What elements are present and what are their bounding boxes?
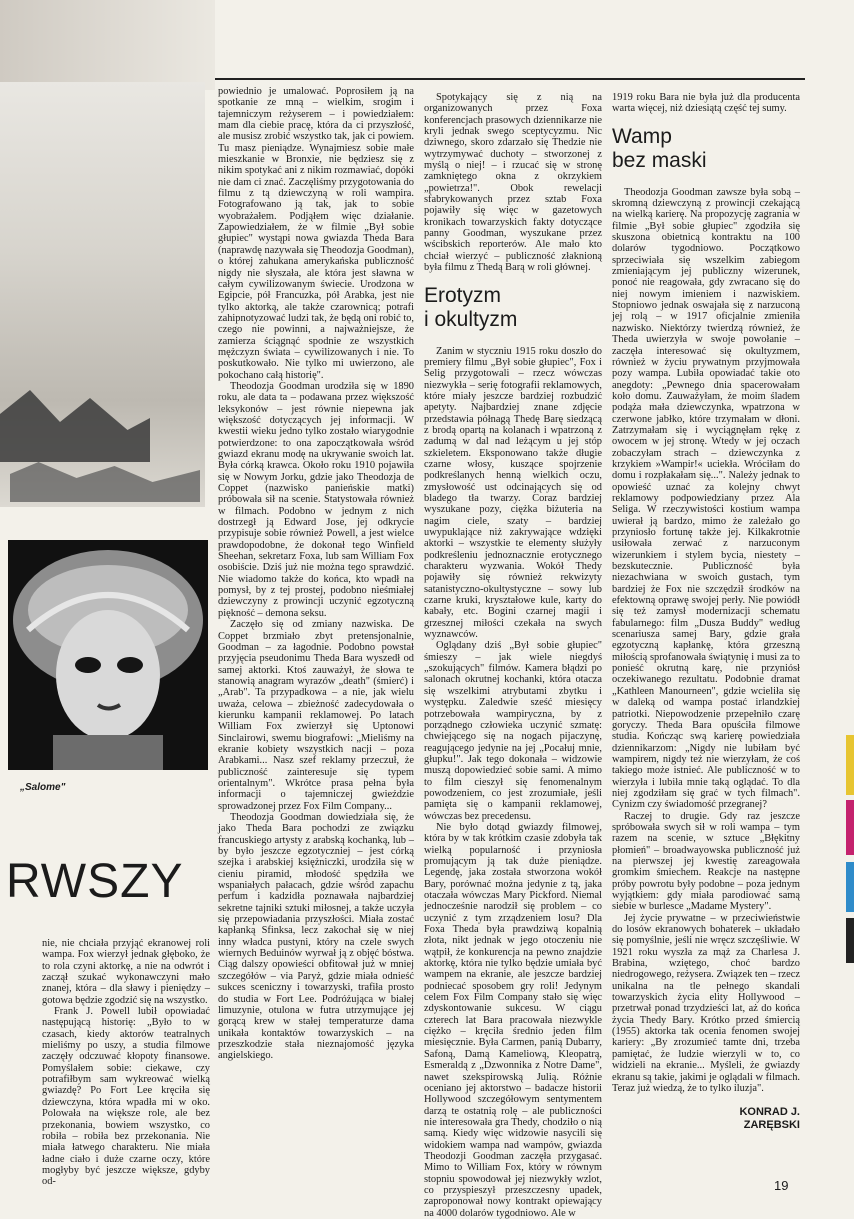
paragraph: Theodozja Goodman urodziła się w 1890 roku, ale data ta – podawana przez większość leksykonów – jest równie niepewna jak większość dotyczących jej informacji. W kwestii wieku jedno tylko zostało wiarygodnie potwierdzone: to ona zapoczątkowała wśród gwiazd ekranu modę na ukrywanie swoich lat. Była córką krawca. Około roku 1910 pojawiła się w Nowym Jorku, gdzie jako Theodozja de Coppet (nazwisko panieńskie matki) próbowała sił na scenie. Statystowała również w filmach. Podobno w jednym z nich dostrzegł ją Edward Jose, jej odkrycie przypisuje sobie również Powell, a jest wielce prawdopodobne, że dokonał tego Winfield Sheehan, sekretarz Foxa, lub sam William Fox osobiście. Dziś już nie można tego sprawdzić. Nie wiadomo także do końca, kto wpadł na pomysł, by z tej prostej, podobno nieśmiałej dziewczyny z prowincji uczynić egzotyczną piękność – demona seksu. — [218, 380, 414, 619]
color-bar-yellow — [846, 735, 854, 795]
paragraph: 1919 roku Bara nie była już dla producenta warta więcej, niż dziesiątą część tej sumy. — [612, 92, 800, 115]
paragraph: Oglądany dziś „Był sobie głupiec" śmieszy – jak wiele niegdyś „szokujących" filmów. Kamera błądzi po salonach okrutnej kochanki, która otacza się wszelkimi atrybutami zbytku i występku. Zaledwie sześć miesięcy potrzebowała wampiryczna, by z porządnego człowieka uczynić szmatę: chwiejącego się na nogach pijaczynę, reagującego jedynie na jej „Pocałuj mnie, głupku!". Jak tego dokonała – widzowie muszą dopowiedzieć sobie sami. A mimo to film cieszył się fenomenalnym powodzeniem, co jest zrozumiałe, jeśli pamięta się o kampanii reklamowej, wówczas bez precedensu. — [424, 640, 602, 822]
photo-caption: „Salome" — [20, 782, 66, 793]
paragraph: nie, nie chciała przyjąć ekranowej roli wampa. Fox wierzył jednak głęboko, że to rola czyni aktorkę, a nie na odwrót i zaczął szukać wykonawczyni mało znanej, która – dla sławy i pieniędzy – gotowa będzie zgodzić się na wszystko. — [42, 938, 210, 1006]
headline-fragment: RWSZY — [6, 855, 184, 908]
paragraph: Frank J. Powell lubił opowiadać następującą historię: „Było to w czasach, kiedy aktorów teatralnych mieliśmy po uszy, a studia filmowe zaczęły odczuwać kłopoty finansowe. Pomyślałem sobie: ciekawe, czy potrafiłbym sam wykreować wielką gwiazdę? Po Fort Lee kręciła się dziewczyna, która wpadła mi w oko. Polowała na większe role, ale bez przekonania, bowiem wszystko, co robiła – robiła bez przekonania. Nie miała łatwego charakteru. Nie miała ładne ciało i duże czarne oczy, które mogłyby być jeszcze większe, gdyby od- — [42, 1006, 210, 1188]
author-signature: KONRAD J. ZARĘBSKI — [739, 1106, 800, 1132]
paragraph: Nie było dotąd gwiazdy filmowej, która by w tak krótkim czasie zdobyła tak wielką popularność i przyniosła promującym ją tak duże pieniądze. Legendę, jaka została stworzona wokół Bary, porównać można jedynie z tą, jaka otaczała wówczas Mary Pickford. Niemal jednocześnie narodził się problem – co uczynić z tym zrządzeniem losu? Dla Foxa Theda była prawdziwą kopalnią złota, nikt jednak w jego otoczeniu nie wątpił, że konkurencja na pewno znajdzie aktorkę, która nie tylko będzie umiała być wampem na ekranie, ale jeszcze bardziej podniecać sposobem gry roli! Jedynym celem Fox Film Company stało się więc zdyskontowanie sukcesu. W ciągu czterech lat Bara pracowała niezwykle ciężko – kręciła średnio jeden film miesięcznie. Była Carmen, panią Dubarry, Safoną, Damą Kameliową, Kleopatrą, Esmeraldą z „Dzwonnika z Notre Dame", nawet szekspirowską Julią. Różnie oceniano jej aktorstwo – badacze historii Hollywood szczegółowym sentymentem darzą te ostatnią rolę – ale publiczności nie interesowała gra Thedy, chodziło o nią samą. Kiedy więc widzowie nasycili się widokiem wampa nad wampów, gwiazda Theodozji Goodman zaczęła przygasać. Mimo to William Fox, który w równym stopniu spowodował jej niezwykły wzlot, co przyspieszył przeszczesny upadek, zaproponował nowy kontrakt opiewający na 4000 dolarów tygodniowo. Ale w — [424, 821, 602, 1219]
column-1 — [42, 938, 210, 1193]
paragraph: Jej życie prywatne – w przeciwieństwie do losów ekranowych bohaterek – układało się pomyślnie, jeśli nie wręcz szczęśliwie. W 1921 roku wyszła za mąż za Charlesa J. Brabina, wziętego, choć bardzo niedrogowego, reżysera. Związek ten – rzecz unikalna na tle pełnego skandali towarzyskich życia elity Hollywood – przetrwał ponad trzydzieści lat, aż do końca życia Thedy Bary. Krótko przed śmiercią (1955) aktorka tak ocenia fenomen swojej kariery: „By zrozumieć tamte dni, trzeba pamiętać, że ludzie wierzyli w to, co widzieli na ekranie... Myśleli, że gwiazdy ekranu są takie, jakimi je oglądali w filmach. Teraz już wiedzą, że to tylko iluzja". — [612, 912, 800, 1094]
paragraph: powiednio je umalować. Poprosiłem ją na spotkanie ze mną – wielkim, srogim i tajemniczym reżyserem – i powiedziałem: mam dla ciebie pracę, która da ci przyszłość, ale musisz zrobić wszystko tak, jak ci powiem. Tu masz pieniądze. Wynajmiesz sobie małe mieszkanie w Bronxie, nie będziesz się z nikim spotykać ani z nikim rozmawiać, dopóki nie dam ci znać. Zaczęliśmy przygotowania do filmu z tą dziewczyną w roli wampira. Fotografowano ją tak, jak to sobie wyobrażałem. Podjąłem więc działanie. Zapowiedziałem, że w filmie „Był sobie głupiec" wystąpi nowa gwiazda Theda Bara (naprawdę nazywała się Theodozja Goodman), o której zahukana amerykańska publiczność nigdy nie słyszała, ale która jest sławna w całym cywilizowanym świecie. Urodzona w Egipcie, pół Francuzka, pół Arabka, jest nie tylko aktorką, ale także czarownicą; potrafi zahipnotyzować ludzi tak, że będą oni robić to, czego nie powinni, a najważniejsze, że zamierza ściągnąć spodnie ze wszystkich mężczyzn świata – cywilizowanych i nie. To poskutkowało. Nie tylko mi uwierzono, ale pokochano całą historię". — [218, 86, 414, 381]
color-bar-magenta — [846, 800, 854, 855]
column-3 — [424, 92, 602, 1219]
paragraph: Theodozja Goodman dowiedziała się, że jako Theda Bara pochodzi ze związku francuskiego artysty z arabską kochanką, lub – by było jeszcze egzotyczniej – jest córką szejka i arabskiej księżniczki, urodziła się w cieniu piramid, młodość spędziła we wspaniałych pałacach, gdzie wśród zapachu perfum i kadzidła poznawała najbardziej sekretne tajniki sztuki miłosnej, a także uczyła się przepowiadania przyszłości. Miała zostać kapłanką Sfinksa, lecz zakochał się w niej inny władca pustyni, który na czele swych wiernych Beduinów wyrwał ją z objęć bóstwa. Ciąg dalszy opowieści obfitował już w mniej szczegółów – via Paryż, gdzie miała odnieść sukces sceniczny i towarzyski, trafiła prosto do studia w Fort Lee. Podróżująca w białej limuzynie, otulona w futra utrzymujące jej gorącą krew w stałej temperaturze dama unikała kontaktów towarzyskich – na przeszkodzie stała nieznajomość języka angielskiego. — [218, 812, 414, 1062]
subheading-erotyzm: Erotyzm i okultyzm — [424, 283, 518, 331]
top-left-photo-fragment — [0, 0, 215, 90]
color-bar-black — [846, 918, 854, 963]
subheading-wamp: Wamp bez maski — [612, 124, 707, 172]
page-number: 19 — [774, 1178, 789, 1193]
column-4 — [612, 92, 800, 1198]
paragraph: Zaczęło się od zmiany nazwiska. De Coppet brzmiało zbyt pretensjonalnie, Goodman – za łagodnie. Podobno powstał przyjęcia pseudonimu Theda Bara wyszedł od samej aktorki. Ktoś zauważył, że słowa te stanowią anagram wyrazów „death" (śmierć) i „Arab". Ta przypadkowa – a nie, jak wielu uważa, celowa – zbieżność zadecydowała o kierunku kampanii reklamowej. Po latach William Fox zwierzył się Uptonowi Sinclairowi, swemu biografowi: „Mieliśmy na ekranie kobiety wszystkich nacji – poza Arabkami... Nasz szef reklamy przeczuł, że publiczność zainteresuje się typem orientalnym". Wkrótce prasa pełna była informacji o tajemniczej gwieździe sprowadzonej przez Fox Film Company... — [218, 619, 414, 812]
top-rule — [215, 78, 805, 80]
paragraph: Spotykający się z nią na organizowanych przez Foxa konferencjach prasowych dziennikarze nie kryli jednak swego sceptycyzmu. Nic dziwnego, skoro zdarzało się Thedzie nie wytrzymywać duchoty – stworzonej z myślą o niej! – i rzucać się w stronę zamkniętego okna z okrzykiem „powietrza!". Obok rewelacji sfabrykowanych przez sztab Foxa pojawiły się więc w gazetowych kronikach towarzyskich fakty dotyczące panny Goodman, wyszukane przez wścibskich reporterów. Ale mało kto chciał wierzyć – publiczność złaknioną była filmu z Thedą Barą w roli głównej. — [424, 92, 602, 274]
paragraph: Theodozja Goodman zawsze była sobą – skromną dziewczyną z prowincji czekającą na wielką karierę. Na propozycję zagrania w filmie „Był sobie głupiec" zgodziła się skuszona obietnicą kontraktu na 100 dolarów tygodniowo. Początkowo sprzeciwiała się wszelkim zabiegom zmieniającym jej publiczny wizerunek, ponoć nie reagowała, gdy zwracano się do niej nowym imieniem i nazwiskiem. Stopniowo jednak oswajała się z narzuconą jej rolą – w 1917 oficjalnie zmieniła nazwisko. Niektórzy twierdzą również, że Theda uwierzyła w swoje powołanie – zaczęła interesować się okultyzmem, również w życiu prywatnym przyjmowała pozy wampa. Lubiła opowiadać takie oto anegdoty: „Pewnego dnia spacerowałam koło domu. Zauważyłam, że moim śladem podąża mała dziewczynka, wpatrzona w czerwone jabłko, które trzymałam w dłoni. Zatrzymałam się i wyciągnęłam rękę z owocem w jej stronę. Wtedy w jej oczach zobaczyłam strach – dziewczynka z krzykiem »Wampir!« uciekła. Wróciłam do domu i rozpłakałam się...". Należy jednak to opowieść uznać za kolejny chwyt reklamowy podpowiedziany przez Ala Seliga. W rzeczywistości kostium wampa uwierał ją bardzo, mimo że zależało go przyniosło fortunę także jej. Kilkakrotnie usiłowała zerwać z narzuconym wizerunkiem i stylem bycia, niestety – bezskutecznie. Publiczność była niezachwiana w swoich gustach, tym bardziej że Fox nie szczędził środków na efektowną oprawę swojej perły. Nie powiódł się też zamysł modernizacji schematu fabularnego: film „Dusza Buddy" według scenariusza samej Bary, gdzie grała egzotyczną kapłankę, która grzeszną miłością sprofanowała świątynię i musi za to ponieść okrutną karę, nie przyniósł oczekiwanego rezultatu. Podobnie dramat „Kathleen Manourneen", gdzie wcieliła się w daleką od wampa postać irlandzkiej patriotki. Niepowodzenie przepełniło czarę goryczy. Theda Bara opuściła filmowe studia. Kończąc swą karierę powiedziała dziennikarzom: „Nigdy nie lubiłam być wampirem, nigdy też nie wierzyłam, że coś takiego może istnieć. Ale publiczność w to wierzyła i lubiła mnie taką oglądać. To dla niej zgodziłam się grać w tych filmach". Cynizm czy świadomość przegranej? — [612, 186, 800, 811]
color-bar-cyan — [846, 862, 854, 912]
paragraph: Raczej to drugie. Gdy raz jeszcze spróbowała swych sił w roli wampa – tym razem na scenie, w sztuce „Błękitny płomień" – broadwayowska publiczność już na pierwszej jej kwestię zareagowała gromkim śmiechem. Reakcje na następne próby powrotu były podobne – poza jednym wyjątkiem: gdy miała parodiować samą siebie w burlesce „Madame Mystery". — [612, 810, 800, 913]
salome-photo — [8, 540, 208, 770]
paragraph: Zanim w styczniu 1915 roku doszło do premiery filmu „Był sobie głupiec", Fox i Selig przygotowali – rzecz wówczas niezwykła – serię fotografii reklamowych, które miały jeszcze bardziej rozbudzić apetyty. Najbardziej znane zdjęcie przedstawia półnagą Thedę Barę siedzącą z brodą opartą na kolanach i wpatrzoną z zadumą w dal nad leżącym u jej stóp szkieletem. Eksponowano także długie czarne włosy, kuszące spojrzenie podkreślanych henną wielkich oczu, zmysłowość ust odcinających się od bladego tła twarzy. Coraz bardziej wyszukane pozy, ciężka biżuteria na nagim ciele, szaty – bardziej uwypuklające niż zakrywające wdzięki aktorki – wszystkie te elementy służyły podkreśleniu jednoznacznie erotycznego charakteru wyzwania. Wokół Thedy pojawiły się również rekwizyty satanistyczno-okultystyczne – sowy lub czarne kruki, kryształowe kule, karty do kabały, etc. Bogini czarnej magii i grzesznej miłości czekała na swych wyznawców. — [424, 345, 602, 641]
photo-upper-left — [0, 82, 205, 507]
column-2 — [218, 86, 414, 1198]
